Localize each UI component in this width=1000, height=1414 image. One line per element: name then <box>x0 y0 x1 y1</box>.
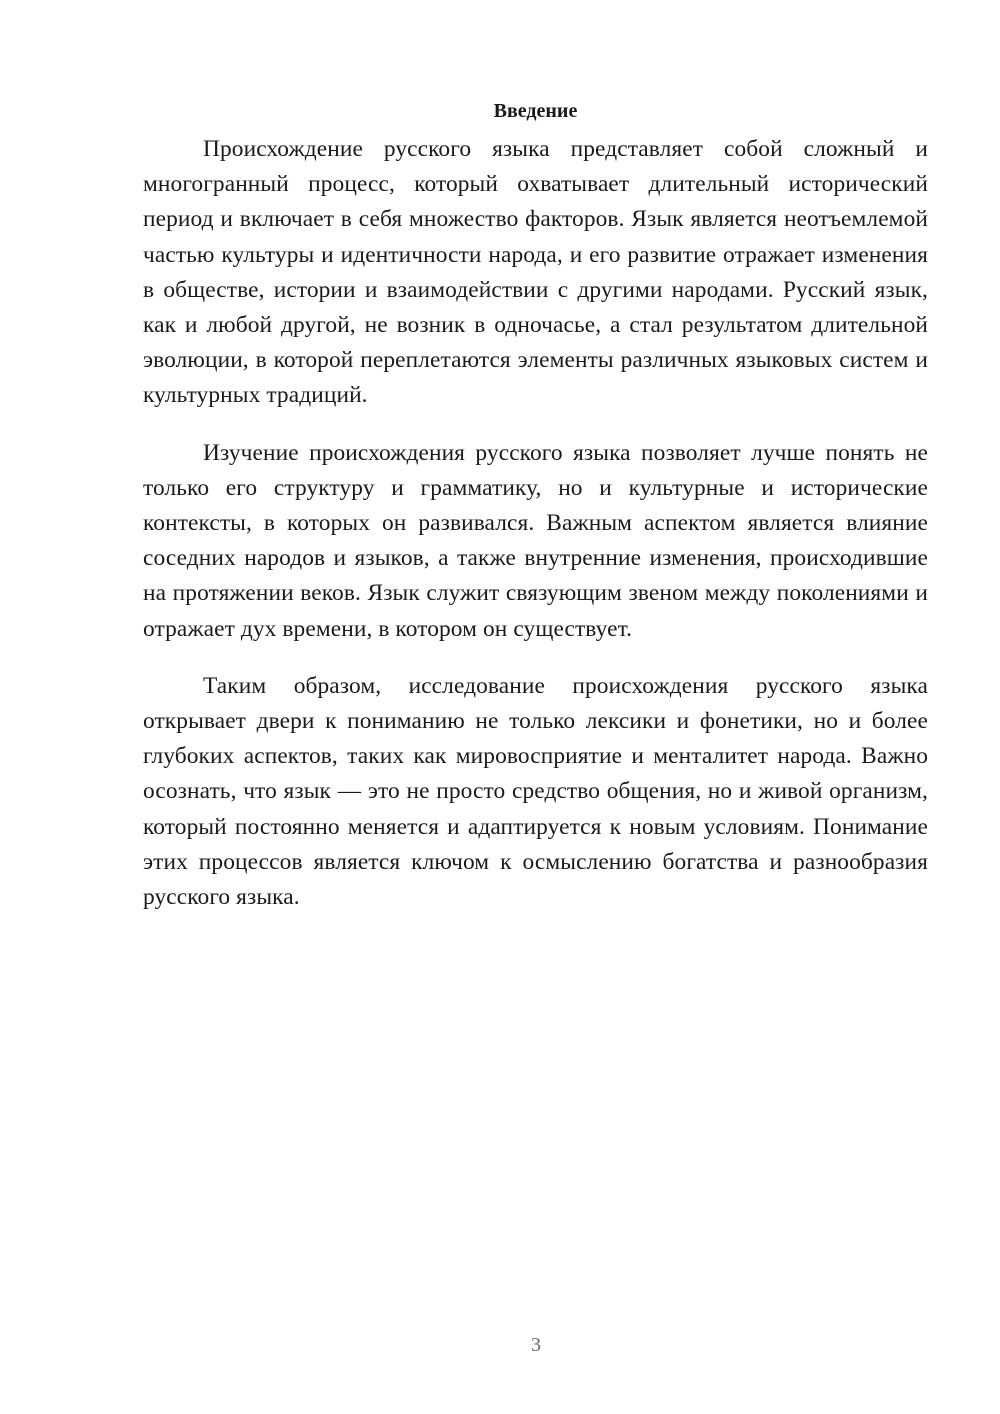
section-heading: Введение <box>493 100 578 122</box>
paragraph-2: Изучение происхождения русского языка позволяет лучше понять не только его структуру и грамматику, но и культурные и исторические контексты, в которых он развивался. Важным аспектом является влияние соседних народов и языков, а также внутренние изменения, происходившие на протяжении веков. Язык служит связующим звеном между поколениями и отражает дух времени, в котором он существует. <box>143 439 928 642</box>
page-content <box>143 92 928 937</box>
paragraph-3: Таким образом, исследование происхождения русского языка открывает двери к пониманию не только лексики и фонетики, но и более глубоких аспектов, таких как мировосприятие и менталитет народа. Важно осознать, что язык — это не просто средство общения, но и живой организм, который постоянно меняется и адаптируется к новым условиям. Понимание этих процессов является ключом к осмыслению богатства и разнообразия русского языка. <box>143 672 928 911</box>
page-number: 3 <box>531 1334 541 1356</box>
paragraph-1: Происхождение русского языка представляет собой сложный и многогранный процесс, который охватывает длительный исторический период и включает в себя множество факторов. Язык является неотъемлемой частью культуры и идентичности народа, и его развитие отражает изменения в обществе, истории и взаимодействии с другими народами. Русский язык, как и любой другой, не возник в одночасье, а стал результатом длительной эволюции, в которой переплетаются элементы различных языковых систем и культурных традиций. <box>143 136 928 409</box>
